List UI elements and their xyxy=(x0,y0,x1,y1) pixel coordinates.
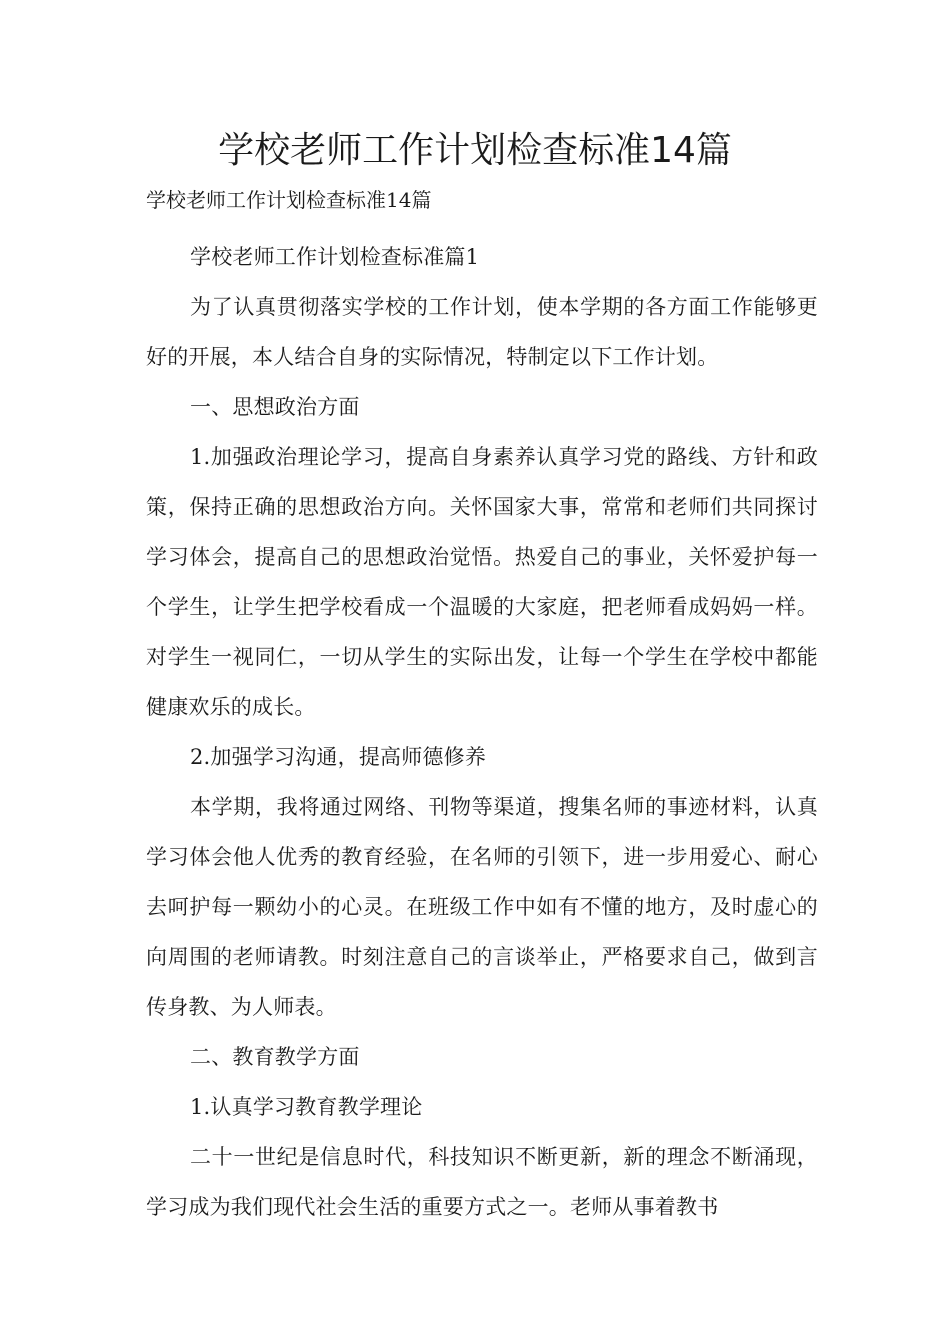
body-paragraph: 1.加强政治理论学习，提高自身素养认真学习党的路线、方针和政策，保持正确的思想政治方向。关怀国家大事，常常和老师们共同探讨学习体会，提高自己的思想政治觉悟。热爱自己的事业，关怀爱护每一个学生，让学生把学校看成一个温暖的大家庭，把老师看成妈妈一样。对学生一视同仁，一切从学生的实际出发，让每一个学生在学校中都能健康欢乐的成长。 xyxy=(146,445,818,719)
subsection-heading: 2.加强学习沟通，提高师德修养 xyxy=(190,745,487,769)
subsection-heading: 1.认真学习教育教学理论 xyxy=(190,1095,423,1119)
section-heading: 学校老师工作计划检查标准篇1 xyxy=(190,245,480,269)
section-heading: 二、教育教学方面 xyxy=(190,1045,360,1069)
document-body xyxy=(146,232,818,1232)
body-paragraph: 为了认真贯彻落实学校的工作计划，使本学期的各方面工作能够更好的开展，本人结合自身的实际情况，特制定以下工作计划。 xyxy=(146,295,818,369)
section-heading: 一、思想政治方面 xyxy=(190,395,360,419)
document-subtitle: 学校老师工作计划检查标准14篇 xyxy=(146,188,432,212)
document-title: 学校老师工作计划检查标准14篇 xyxy=(218,130,732,171)
body-paragraph: 二十一世纪是信息时代，科技知识不断更新，新的理念不断涌现，学习成为我们现代社会生活的重要方式之一。老师从事着教书 xyxy=(146,1145,818,1219)
body-paragraph: 本学期，我将通过网络、刊物等渠道，搜集名师的事迹材料，认真学习体会他人优秀的教育经验，在名师的引领下，进一步用爱心、耐心去呵护每一颗幼小的心灵。在班级工作中如有不懂的地方，及时虚心的向周围的老师请教。时刻注意自己的言谈举止，严格要求自己，做到言传身教、为人师表。 xyxy=(146,795,818,1019)
